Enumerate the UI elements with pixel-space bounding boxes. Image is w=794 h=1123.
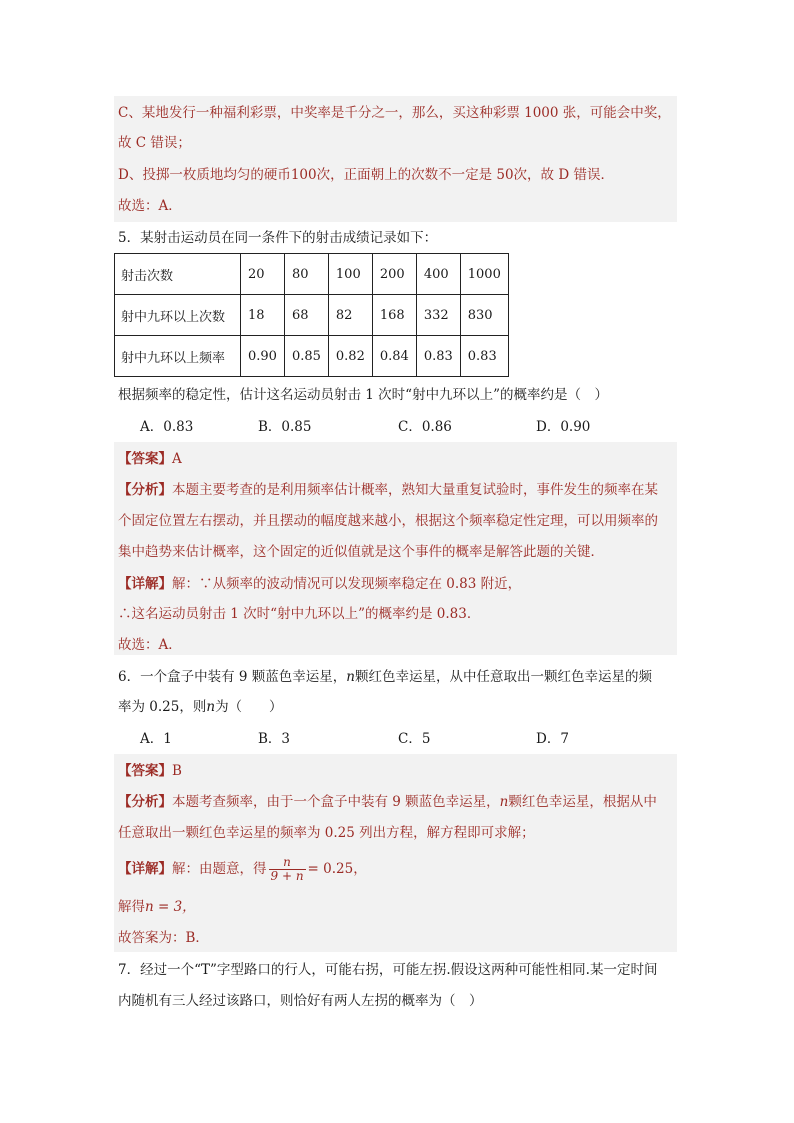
fraction-denominator: 9 + n — [270, 869, 304, 883]
q6-option-c: C．5 — [398, 731, 431, 747]
table-row — [115, 336, 509, 377]
table-cell: 830 — [460, 295, 508, 336]
table-cell: 0.85 — [284, 336, 328, 377]
q7-stem-line1: 7．经过一个“T”字型路口的行人，可能右拐，可能左拐.假设这两种可能性相同.某一定时间 — [118, 962, 658, 978]
q5-data-table — [114, 253, 509, 377]
table-cell: 168 — [372, 295, 416, 336]
answer-value: B — [172, 763, 182, 779]
fraction — [269, 856, 306, 883]
q6-stem-text-c: 率为 0.25，则 — [118, 699, 207, 715]
table-cell: 0.90 — [241, 336, 285, 377]
q5-analysis-line2: 个固定位置左右摆动，并且摆动的幅度越来越小，根据这个频率稳定性定理，可以用频率的 — [118, 513, 658, 529]
table-row-label: 射中九环以上次数 — [115, 295, 241, 336]
q6-stem-var-n2: n — [206, 699, 216, 715]
table-cell: 82 — [328, 295, 372, 336]
table-row-label: 射击次数 — [115, 254, 241, 295]
q6-detail-line1 — [118, 856, 367, 883]
q6-stem-text-b: 颗红色幸运星，从中任意取出一颗红色幸运星的频 — [354, 669, 652, 685]
prev-option-c-line1: C、某地发行一种福利彩票，中奖率是千分之一，那么，买这种彩票 1000 张，可能会中奖， — [118, 105, 671, 121]
q5-analysis-line1 — [118, 481, 658, 499]
q5-option-a: A．0.83 — [140, 419, 194, 435]
detail-solution: n = 3， — [145, 899, 196, 915]
q5-question: 根据频率的稳定性，估计这名运动员射击 1 次时“射中九环以上”的概率约是（ ） — [118, 387, 608, 403]
q5-detail-line2: ∴这名运动员射击 1 次时“射中九环以上”的概率约是 0.83． — [118, 606, 481, 622]
table-cell: 200 — [372, 254, 416, 295]
q6-detail-line2 — [118, 898, 196, 916]
analysis-tag: 【分析】 — [118, 794, 172, 810]
table-cell: 80 — [284, 254, 328, 295]
q5-option-b: B．0.85 — [258, 419, 312, 435]
q6-option-b: B．3 — [258, 731, 291, 747]
q5-stem: 5．某射击运动员在同一条件下的射击成绩记录如下： — [118, 230, 438, 246]
table-cell: 0.83 — [416, 336, 460, 377]
table-row-label: 射中九环以上频率 — [115, 336, 241, 377]
q6-stem-line1 — [118, 668, 652, 686]
q5-choice: 故选：A． — [118, 637, 182, 653]
prev-option-d-line: D、投掷一枚质地均匀的硬币100次，正面朝上的次数不一定是 50次，故 D 错误． — [118, 167, 614, 183]
q6-solution-block — [114, 754, 677, 952]
detail-tag: 【详解】 — [118, 576, 172, 592]
fraction-numerator: n — [269, 856, 306, 870]
table-cell: 100 — [328, 254, 372, 295]
q5-analysis-line3: 集中趋势来估计概率，这个固定的近似值就是这个事件的概率是解答此题的关键． — [118, 544, 604, 560]
analysis-tag: 【分析】 — [118, 482, 172, 498]
table-cell: 332 — [416, 295, 460, 336]
table-cell: 0.82 — [328, 336, 372, 377]
table-cell: 18 — [241, 295, 285, 336]
table-cell: 20 — [241, 254, 285, 295]
table-cell: 1000 — [460, 254, 508, 295]
q6-stem-text-a: 6．一个盒子中装有 9 颗蓝色幸运星， — [118, 669, 347, 685]
q5-option-c: C．0.86 — [398, 419, 452, 435]
q6-conclusion: 故答案为：B． — [118, 930, 209, 946]
q6-stem-var-n: n — [346, 669, 355, 685]
table-cell: 0.84 — [372, 336, 416, 377]
answer-tag: 【答案】 — [118, 763, 172, 779]
table-row — [115, 295, 509, 336]
q5-option-d: D．0.90 — [536, 419, 591, 435]
detail-tag: 【详解】 — [118, 861, 172, 877]
detail-equals: = 0.25， — [307, 861, 367, 877]
answer-tag: 【答案】 — [118, 451, 172, 467]
q6-option-d: D．7 — [536, 731, 569, 747]
q5-detail-line1 — [118, 575, 521, 593]
table-cell: 0.83 — [460, 336, 508, 377]
detail-text: 解：由题意，得 — [172, 861, 267, 877]
q6-answer — [118, 762, 182, 780]
prev-choice: 故选：A． — [118, 198, 182, 214]
q6-analysis-line1 — [118, 793, 657, 811]
table-row — [115, 254, 509, 295]
q5-answer — [118, 450, 182, 468]
q6-analysis-line2: 任意取出一颗红色幸运星的频率为 0.25 列出方程，解方程即可求解； — [118, 825, 535, 841]
detail-text: 解：∵从频率的波动情况可以发现频率稳定在 0.83 附近， — [172, 576, 522, 592]
analysis-text-a: 本题考查频率，由于一个盒子中装有 9 颗蓝色幸运星， — [172, 794, 500, 810]
answer-value: A — [172, 451, 182, 467]
q6-stem-text-d: 为（ ） — [215, 699, 283, 715]
analysis-var-n: n — [499, 794, 509, 810]
q6-stem-line2 — [118, 698, 283, 716]
table-cell: 400 — [416, 254, 460, 295]
table-cell: 68 — [284, 295, 328, 336]
q6-option-a: A．1 — [140, 731, 172, 747]
prev-option-c-line2: 故 C 错误； — [118, 135, 191, 151]
detail-solve-label: 解得 — [118, 899, 145, 915]
analysis-text-b: 颗红色幸运星，根据从中 — [508, 794, 657, 810]
q7-stem-line2: 内随机有三人经过该路口，则恰好有两人左拐的概率为（ ） — [118, 993, 483, 1009]
analysis-text: 本题主要考查的是利用频率估计概率，熟知大量重复试验时，事件发生的频率在某 — [172, 482, 658, 498]
